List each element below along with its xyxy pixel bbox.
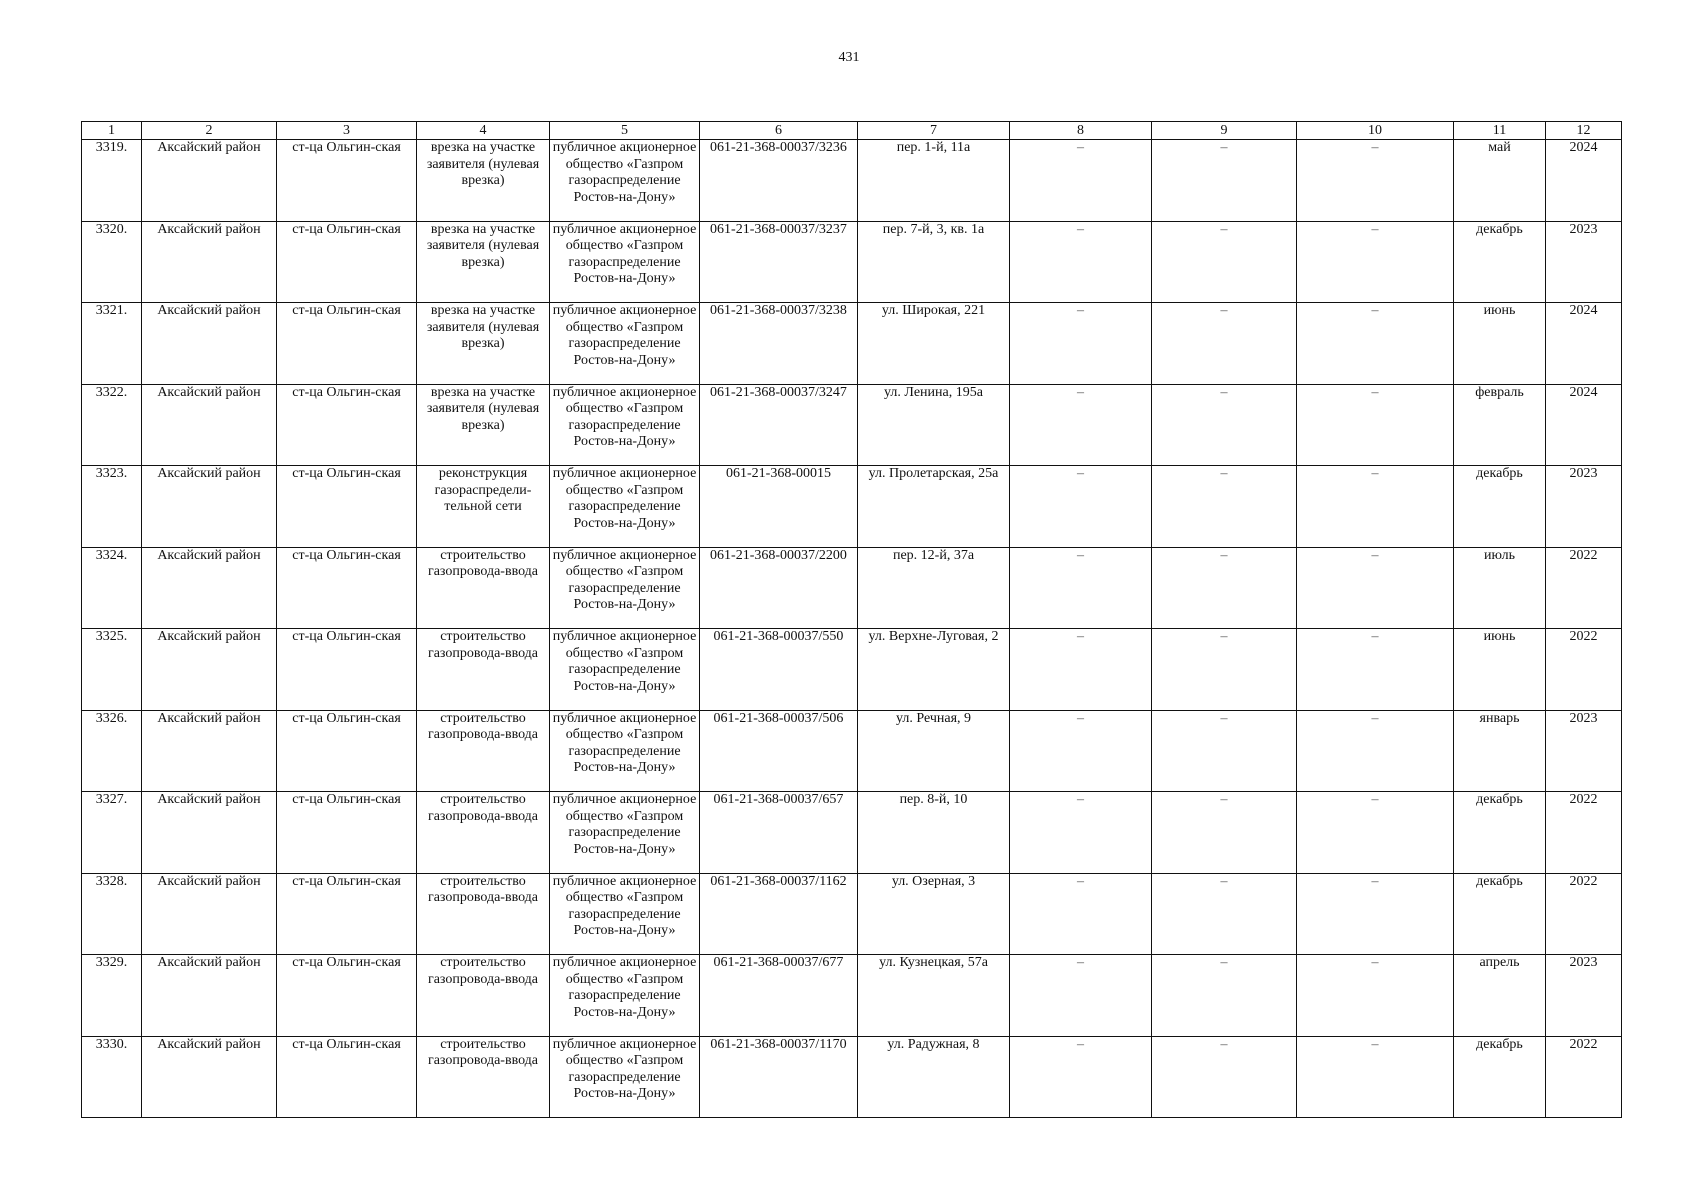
column-10-cell: –: [1297, 466, 1454, 548]
district-cell: Аксайский район: [142, 140, 277, 222]
settlement-cell: ст-ца Ольгин-ская: [277, 140, 417, 222]
address-cell: ул. Озерная, 3: [858, 873, 1010, 955]
row-number-cell: 3326.: [82, 710, 142, 792]
district-cell: Аксайский район: [142, 792, 277, 874]
row-number-cell: 3324.: [82, 547, 142, 629]
month-cell: декабрь: [1454, 873, 1546, 955]
object-code-cell: 061-21-368-00015: [700, 466, 858, 548]
column-9-cell: –: [1152, 221, 1297, 303]
object-code-cell: 061-21-368-00037/2200: [700, 547, 858, 629]
column-8-cell: –: [1010, 1036, 1152, 1118]
settlement-cell: ст-ца Ольгин-ская: [277, 303, 417, 385]
column-10-cell: –: [1297, 303, 1454, 385]
column-10-cell: –: [1297, 873, 1454, 955]
object-code-cell: 061-21-368-00037/3236: [700, 140, 858, 222]
registry-table: [81, 121, 1622, 1118]
month-cell: июнь: [1454, 629, 1546, 711]
column-9-cell: –: [1152, 303, 1297, 385]
object-code-cell: 061-21-368-00037/506: [700, 710, 858, 792]
object-code-cell: 061-21-368-00037/3238: [700, 303, 858, 385]
year-cell: 2024: [1546, 303, 1622, 385]
address-cell: ул. Верхне-Луговая, 2: [858, 629, 1010, 711]
address-cell: пер. 8-й, 10: [858, 792, 1010, 874]
month-cell: декабрь: [1454, 1036, 1546, 1118]
row-number-cell: 3325.: [82, 629, 142, 711]
settlement-cell: ст-ца Ольгин-ская: [277, 873, 417, 955]
column-10-cell: –: [1297, 955, 1454, 1037]
month-cell: февраль: [1454, 384, 1546, 466]
district-cell: Аксайский район: [142, 466, 277, 548]
table-row: [82, 466, 1622, 548]
column-8-cell: –: [1010, 629, 1152, 711]
work-type-cell: строительство газопровода-ввода: [417, 1036, 550, 1118]
address-cell: ул. Пролетарская, 25а: [858, 466, 1010, 548]
work-type-cell: врезка на участке заявителя (нулевая врезка): [417, 384, 550, 466]
table-row: [82, 547, 1622, 629]
column-10-cell: –: [1297, 1036, 1454, 1118]
column-header: 1: [82, 122, 142, 140]
column-header: 9: [1152, 122, 1297, 140]
district-cell: Аксайский район: [142, 629, 277, 711]
object-code-cell: 061-21-368-00037/657: [700, 792, 858, 874]
work-type-cell: врезка на участке заявителя (нулевая врезка): [417, 140, 550, 222]
column-10-cell: –: [1297, 140, 1454, 222]
table-row: [82, 221, 1622, 303]
district-cell: Аксайский район: [142, 303, 277, 385]
column-header: 2: [142, 122, 277, 140]
organization-cell: публичное акционерное общество «Газпром газораспределение Ростов-на-Дону»: [550, 1036, 700, 1118]
table-row: [82, 710, 1622, 792]
district-cell: Аксайский район: [142, 221, 277, 303]
organization-cell: публичное акционерное общество «Газпром газораспределение Ростов-на-Дону»: [550, 955, 700, 1037]
year-cell: 2022: [1546, 1036, 1622, 1118]
column-9-cell: –: [1152, 547, 1297, 629]
settlement-cell: ст-ца Ольгин-ская: [277, 955, 417, 1037]
row-number-cell: 3330.: [82, 1036, 142, 1118]
column-10-cell: –: [1297, 547, 1454, 629]
month-cell: январь: [1454, 710, 1546, 792]
row-number-cell: 3329.: [82, 955, 142, 1037]
month-cell: апрель: [1454, 955, 1546, 1037]
organization-cell: публичное акционерное общество «Газпром газораспределение Ростов-на-Дону»: [550, 221, 700, 303]
settlement-cell: ст-ца Ольгин-ская: [277, 1036, 417, 1118]
column-8-cell: –: [1010, 384, 1152, 466]
table-row: [82, 955, 1622, 1037]
table-body: [82, 140, 1622, 1118]
address-cell: ул. Радужная, 8: [858, 1036, 1010, 1118]
organization-cell: публичное акционерное общество «Газпром газораспределение Ростов-на-Дону»: [550, 792, 700, 874]
year-cell: 2022: [1546, 547, 1622, 629]
column-header: 7: [858, 122, 1010, 140]
column-8-cell: –: [1010, 466, 1152, 548]
district-cell: Аксайский район: [142, 710, 277, 792]
row-number-cell: 3320.: [82, 221, 142, 303]
work-type-cell: реконструкция газораспредели-тельной сети: [417, 466, 550, 548]
object-code-cell: 061-21-368-00037/3247: [700, 384, 858, 466]
district-cell: Аксайский район: [142, 873, 277, 955]
district-cell: Аксайский район: [142, 384, 277, 466]
row-number-cell: 3322.: [82, 384, 142, 466]
row-number-cell: 3327.: [82, 792, 142, 874]
year-cell: 2023: [1546, 710, 1622, 792]
column-9-cell: –: [1152, 792, 1297, 874]
month-cell: май: [1454, 140, 1546, 222]
organization-cell: публичное акционерное общество «Газпром газораспределение Ростов-на-Дону»: [550, 710, 700, 792]
column-9-cell: –: [1152, 466, 1297, 548]
column-header: 8: [1010, 122, 1152, 140]
district-cell: Аксайский район: [142, 547, 277, 629]
column-header: 3: [277, 122, 417, 140]
year-cell: 2024: [1546, 384, 1622, 466]
column-10-cell: –: [1297, 221, 1454, 303]
address-cell: ул. Широкая, 221: [858, 303, 1010, 385]
table-row: [82, 792, 1622, 874]
column-header: 12: [1546, 122, 1622, 140]
column-8-cell: –: [1010, 955, 1152, 1037]
work-type-cell: строительство газопровода-ввода: [417, 873, 550, 955]
settlement-cell: ст-ца Ольгин-ская: [277, 629, 417, 711]
table-row: [82, 384, 1622, 466]
table-row: [82, 303, 1622, 385]
settlement-cell: ст-ца Ольгин-ская: [277, 547, 417, 629]
column-8-cell: –: [1010, 140, 1152, 222]
address-cell: пер. 1-й, 11а: [858, 140, 1010, 222]
column-9-cell: –: [1152, 710, 1297, 792]
organization-cell: публичное акционерное общество «Газпром газораспределение Ростов-на-Дону»: [550, 303, 700, 385]
row-number-cell: 3323.: [82, 466, 142, 548]
object-code-cell: 061-21-368-00037/1170: [700, 1036, 858, 1118]
column-8-cell: –: [1010, 221, 1152, 303]
year-cell: 2024: [1546, 140, 1622, 222]
column-9-cell: –: [1152, 955, 1297, 1037]
month-cell: декабрь: [1454, 792, 1546, 874]
column-9-cell: –: [1152, 873, 1297, 955]
settlement-cell: ст-ца Ольгин-ская: [277, 710, 417, 792]
table-row: [82, 1036, 1622, 1118]
settlement-cell: ст-ца Ольгин-ская: [277, 384, 417, 466]
district-cell: Аксайский район: [142, 1036, 277, 1118]
column-8-cell: –: [1010, 792, 1152, 874]
object-code-cell: 061-21-368-00037/1162: [700, 873, 858, 955]
organization-cell: публичное акционерное общество «Газпром газораспределение Ростов-на-Дону»: [550, 873, 700, 955]
column-10-cell: –: [1297, 629, 1454, 711]
organization-cell: публичное акционерное общество «Газпром газораспределение Ростов-на-Дону»: [550, 629, 700, 711]
column-8-cell: –: [1010, 547, 1152, 629]
column-9-cell: –: [1152, 629, 1297, 711]
object-code-cell: 061-21-368-00037/550: [700, 629, 858, 711]
organization-cell: публичное акционерное общество «Газпром газораспределение Ростов-на-Дону»: [550, 547, 700, 629]
organization-cell: публичное акционерное общество «Газпром газораспределение Ростов-на-Дону»: [550, 140, 700, 222]
column-header: 5: [550, 122, 700, 140]
row-number-cell: 3328.: [82, 873, 142, 955]
work-type-cell: строительство газопровода-ввода: [417, 629, 550, 711]
header-row: [82, 122, 1622, 140]
column-10-cell: –: [1297, 792, 1454, 874]
year-cell: 2023: [1546, 221, 1622, 303]
work-type-cell: врезка на участке заявителя (нулевая врезка): [417, 303, 550, 385]
row-number-cell: 3319.: [82, 140, 142, 222]
column-header: 6: [700, 122, 858, 140]
table-row: [82, 629, 1622, 711]
month-cell: июнь: [1454, 303, 1546, 385]
column-header: 11: [1454, 122, 1546, 140]
table-row: [82, 140, 1622, 222]
year-cell: 2022: [1546, 873, 1622, 955]
column-10-cell: –: [1297, 384, 1454, 466]
settlement-cell: ст-ца Ольгин-ская: [277, 792, 417, 874]
organization-cell: публичное акционерное общество «Газпром газораспределение Ростов-на-Дону»: [550, 466, 700, 548]
month-cell: декабрь: [1454, 221, 1546, 303]
object-code-cell: 061-21-368-00037/3237: [700, 221, 858, 303]
month-cell: июль: [1454, 547, 1546, 629]
column-header: 4: [417, 122, 550, 140]
year-cell: 2022: [1546, 629, 1622, 711]
address-cell: ул. Ленина, 195а: [858, 384, 1010, 466]
district-cell: Аксайский район: [142, 955, 277, 1037]
column-9-cell: –: [1152, 140, 1297, 222]
work-type-cell: строительство газопровода-ввода: [417, 547, 550, 629]
address-cell: ул. Речная, 9: [858, 710, 1010, 792]
address-cell: пер. 7-й, 3, кв. 1а: [858, 221, 1010, 303]
table-row: [82, 873, 1622, 955]
work-type-cell: врезка на участке заявителя (нулевая врезка): [417, 221, 550, 303]
work-type-cell: строительство газопровода-ввода: [417, 710, 550, 792]
settlement-cell: ст-ца Ольгин-ская: [277, 221, 417, 303]
object-code-cell: 061-21-368-00037/677: [700, 955, 858, 1037]
year-cell: 2023: [1546, 466, 1622, 548]
year-cell: 2022: [1546, 792, 1622, 874]
column-10-cell: –: [1297, 710, 1454, 792]
column-8-cell: –: [1010, 710, 1152, 792]
column-9-cell: –: [1152, 384, 1297, 466]
work-type-cell: строительство газопровода-ввода: [417, 792, 550, 874]
address-cell: пер. 12-й, 37а: [858, 547, 1010, 629]
address-cell: ул. Кузнецкая, 57а: [858, 955, 1010, 1037]
column-8-cell: –: [1010, 873, 1152, 955]
column-8-cell: –: [1010, 303, 1152, 385]
column-header: 10: [1297, 122, 1454, 140]
month-cell: декабрь: [1454, 466, 1546, 548]
row-number-cell: 3321.: [82, 303, 142, 385]
page-number: 431: [838, 50, 860, 65]
work-type-cell: строительство газопровода-ввода: [417, 955, 550, 1037]
organization-cell: публичное акционерное общество «Газпром газораспределение Ростов-на-Дону»: [550, 384, 700, 466]
column-9-cell: –: [1152, 1036, 1297, 1118]
year-cell: 2023: [1546, 955, 1622, 1037]
settlement-cell: ст-ца Ольгин-ская: [277, 466, 417, 548]
